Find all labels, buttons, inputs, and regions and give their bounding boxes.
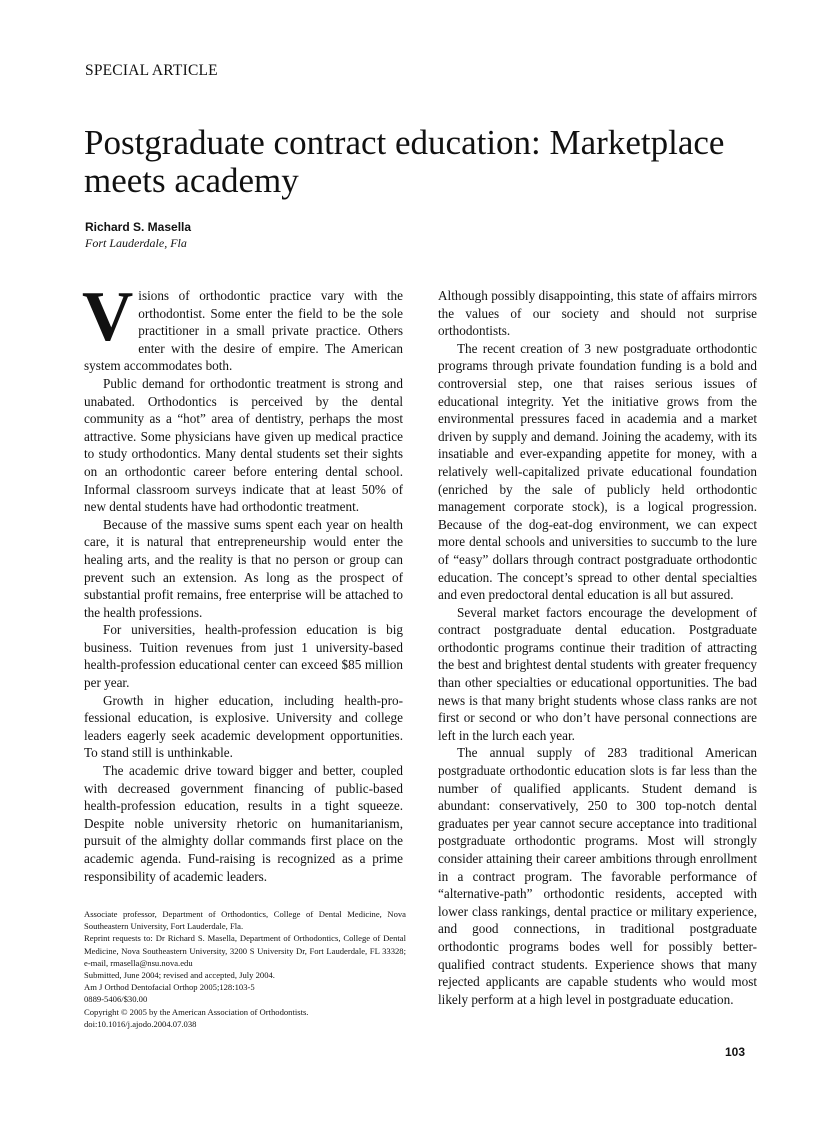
paragraph: The annual supply of 283 traditional American postgraduate orthodontic education slots is far less than the number of qualified applicants. Student demand is abundant: conservatively, 250 to 300 top-notch dental graduates per year cannot secure acceptance into traditional postgraduate orthodontic programs. Most will strongly consider attaining their career ambitions through enrollment in a contract program. The favorable performance of “alternative-path” orthodontic residents, accepted with lower class rankings, dental practice or military experience, and good connections, in traditional postgraduate orthodontic programs bodes well for possibly better-qualified contract students. Experience shows that many rejected applicants are capable students who would most likely perform at a high level in postgraduate education. (438, 745, 757, 1007)
drop-cap: V (82, 278, 134, 356)
paragraph: The academic drive toward bigger and better, coupled with decreased government financing of public-based health-profession education, results in a tight squeeze. Despite noble university rhetoric on humanitarianism, pursuit of the almighty dollar commands first place on the academic agenda. Fund-raising is recognized as a prime responsibility of academic leaders. (84, 763, 403, 884)
section-label: SPECIAL ARTICLE (85, 62, 218, 79)
footnote-affiliation: Associate professor, Department of Orthodontics, College of Dental Medicine, Nova Southeastern University, Fort Lauderdale, Fla. (84, 909, 406, 932)
paragraph: Although possibly disappointing, this state of affairs mirrors the values of our society and should not surprise orthodontists. (438, 288, 757, 339)
author-name: Richard S. Masella (85, 220, 192, 234)
paragraph: Because of the massive sums spent each year on health care, it is natural that entrepreneurship would enter the healing arts, and the reality is that no person or group can prevent such an extension. As long as the prospect of substantial profit remains, free enterprise will be attached to the health professions. (84, 516, 403, 620)
footnote-doi: doi:10.1016/j.ajodo.2004.07.038 (84, 1018, 197, 1029)
footnotes (84, 908, 406, 1030)
right-column (438, 287, 757, 1008)
paragraph: The recent creation of 3 new postgraduate orthodontic programs through private foundation funding is a bold and controversial step, one that raises serious issues of educational integrity. Yet the initiative grows from the environmental pressures faced in academia and a market driven by supply and demand. Joining the academy, with its insatiable and ever-expanding appetite for money, with a relatively well-capitalized private educational foundation (enriched by the sale of publicly held orthodontic management corporate stock), is a logical progression. Because of the dog-eat-dog environment, we can expect more dental schools and universities to succumb to the lure of “easy” dollars through contract postgraduate orthodontic education. The concept’s spread to other dental specialties and even predoctoral dental education is all but assured. (438, 340, 757, 603)
paragraph: For universities, health-profession education is big business. Tuition revenues from just 1 university-based health-profession educational center can exceed $85 million per year. (84, 622, 403, 691)
paragraph: Growth in higher education, including health-professional education, is explosive. University and college leaders eagerly seek academic development opportunities. To stand still is unthinkable. (84, 692, 403, 761)
footnote-issn: 0889-5406/$30.00 (84, 994, 148, 1005)
footnote-submitted: Submitted, June 2004; revised and accepted, July 2004. (84, 970, 275, 981)
footnote-copyright: Copyright © 2005 by the American Association of Orthodontists. (84, 1006, 309, 1017)
footnote-citation: Am J Orthod Dentofacial Orthop 2005;128:103-5 (84, 982, 255, 993)
footnote-reprint: Reprint requests to: Dr Richard S. Masella, Department of Orthodontics, College of Dental Medicine, Nova Southeastern University, 3200 S University Dr, Fort Lauderdale, FL 33328; e-mail, rmasella@nsu.nova.edu (84, 933, 406, 968)
paragraph: Several market factors encourage the development of contract postgraduate dental education. Postgraduate orthodontic programs continue their tradition of attracting the best and brightest dental students with greater frequency than other specialties or educational opportunities. The bad news is that many bright students whose class ranks are not first or second or who don’t have personal connections are left in the lurch each year. (438, 604, 757, 743)
paragraph: Public demand for orthodontic treatment is strong and unabated. Orthodontics is perceived by the dental community as a “hot” area of dentistry, perhaps the most attractive. Some physicians have given up medical practice to study orthodontics. Many dental students set their sights on an orthodontic career before entering dental school. Informal classroom surveys indicate that at least 50% of new dental students have had orthodontic treatment. (84, 375, 403, 515)
paragraph: Visions of orthodontic practice vary with the orthodontist. Some enter the field to be the sole practitioner in a small private practice. Others enter with the desire of empire. The American system accommodates both. (82, 278, 403, 374)
author-location: Fort Lauderdale, Fla (85, 236, 187, 250)
left-column (82, 278, 403, 885)
page-number: 103 (725, 1045, 746, 1059)
article-title: Postgraduate contract education: Marketplace meets academy (84, 123, 725, 200)
